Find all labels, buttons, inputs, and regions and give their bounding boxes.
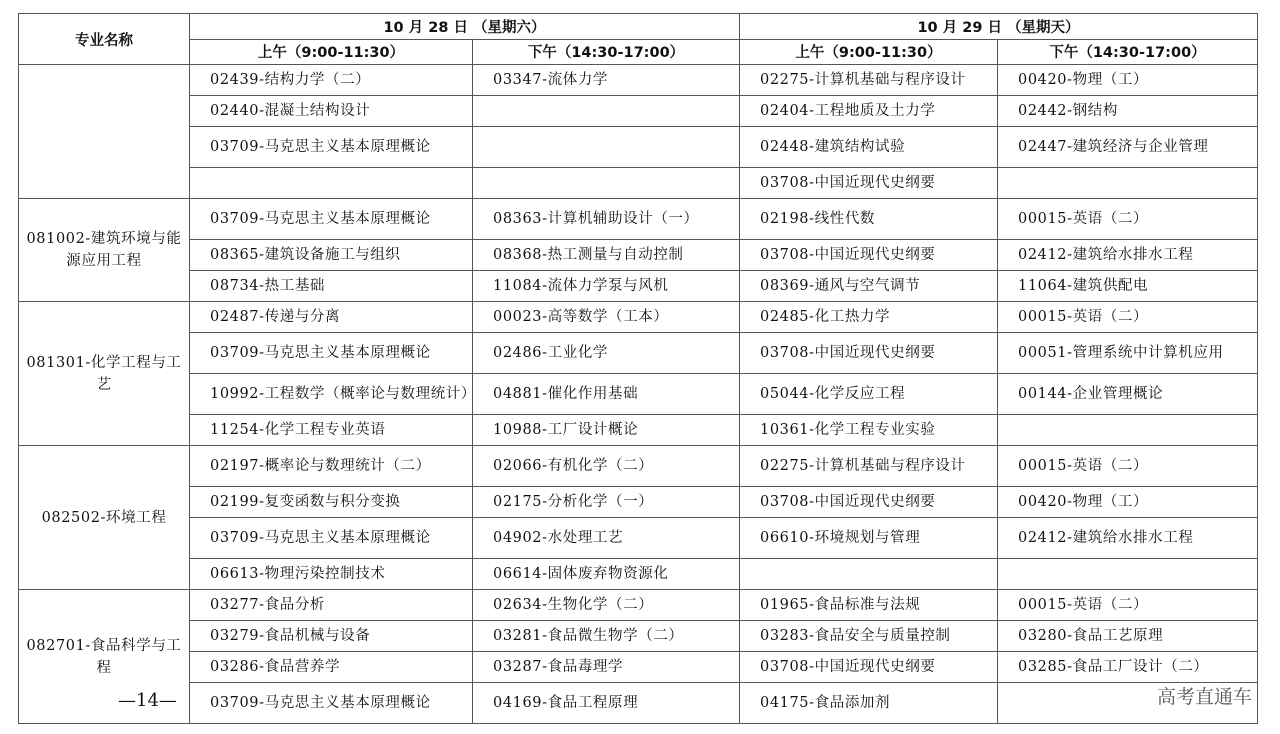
course-cell-day1-pm: 02486-工业化学 bbox=[473, 333, 740, 374]
table-row bbox=[19, 621, 1258, 652]
course-cell-day2-am: 02275-计算机基础与程序设计 bbox=[740, 65, 998, 96]
course-cell-day1-pm: 03281-食品微生物学（二） bbox=[473, 621, 740, 652]
course-cell-day1-pm: 10988-工厂设计概论 bbox=[473, 415, 740, 446]
course-cell-day2-pm: 03285-食品工厂设计（二） bbox=[998, 652, 1258, 683]
day2-am-header: 上午（9:00-11:30） bbox=[740, 39, 998, 65]
course-cell-day2-am: 02404-工程地质及土力学 bbox=[740, 96, 998, 127]
major-name-cell: 082502-环境工程 bbox=[19, 446, 190, 590]
table-row bbox=[19, 302, 1258, 333]
course-cell-day1-am: 03277-食品分析 bbox=[190, 590, 473, 621]
day1-am-header: 上午（9:00-11:30） bbox=[190, 39, 473, 65]
course-cell-day2-am: 03708-中国近现代史纲要 bbox=[740, 240, 998, 271]
course-cell-day1-am bbox=[190, 168, 473, 199]
table-row bbox=[19, 446, 1258, 487]
table-row bbox=[19, 96, 1258, 127]
course-cell-day2-pm: 00144-企业管理概论 bbox=[998, 374, 1258, 415]
course-cell-day1-pm: 02175-分析化学（一） bbox=[473, 487, 740, 518]
course-cell-day2-am: 02198-线性代数 bbox=[740, 199, 998, 240]
course-cell-day1-am: 03709-马克思主义基本原理概论 bbox=[190, 683, 473, 724]
table-row bbox=[19, 271, 1258, 302]
table-row bbox=[19, 374, 1258, 415]
course-cell-day1-pm: 08368-热工测量与自动控制 bbox=[473, 240, 740, 271]
course-cell-day1-pm: 08363-计算机辅助设计（一） bbox=[473, 199, 740, 240]
table-row bbox=[19, 518, 1258, 559]
course-cell-day1-pm bbox=[473, 168, 740, 199]
course-cell-day2-pm: 00015-英语（二） bbox=[998, 302, 1258, 333]
course-cell-day1-am: 02197-概率论与数理统计（二） bbox=[190, 446, 473, 487]
course-cell-day2-am: 03708-中国近现代史纲要 bbox=[740, 333, 998, 374]
course-cell-day2-pm: 03280-食品工艺原理 bbox=[998, 621, 1258, 652]
course-cell-day2-am: 05044-化学反应工程 bbox=[740, 374, 998, 415]
day2-pm-header: 下午（14:30-17:00） bbox=[998, 39, 1258, 65]
course-cell-day1-am: 03286-食品营养学 bbox=[190, 652, 473, 683]
course-cell-day2-am: 08369-通风与空气调节 bbox=[740, 271, 998, 302]
course-cell-day1-pm: 04902-水处理工艺 bbox=[473, 518, 740, 559]
table-row bbox=[19, 168, 1258, 199]
table-row bbox=[19, 415, 1258, 446]
course-cell-day1-pm: 00023-高等数学（工本） bbox=[473, 302, 740, 333]
course-cell-day1-pm: 03347-流体力学 bbox=[473, 65, 740, 96]
table-row bbox=[19, 333, 1258, 374]
major-name-cell: 081301-化学工程与工艺 bbox=[19, 302, 190, 446]
course-cell-day2-pm: 00420-物理（工） bbox=[998, 65, 1258, 96]
course-cell-day1-am: 08734-热工基础 bbox=[190, 271, 473, 302]
course-cell-day2-am: 10361-化学工程专业实验 bbox=[740, 415, 998, 446]
course-cell-day1-am: 03709-马克思主义基本原理概论 bbox=[190, 333, 473, 374]
course-cell-day1-am: 03709-马克思主义基本原理概论 bbox=[190, 199, 473, 240]
course-cell-day2-am: 06610-环境规划与管理 bbox=[740, 518, 998, 559]
course-cell-day1-am: 03709-马克思主义基本原理概论 bbox=[190, 127, 473, 168]
course-cell-day2-am: 03708-中国近现代史纲要 bbox=[740, 652, 998, 683]
course-cell-day1-am: 06613-物理污染控制技术 bbox=[190, 559, 473, 590]
course-cell-day2-am: 03708-中国近现代史纲要 bbox=[740, 168, 998, 199]
course-cell-day2-pm bbox=[998, 168, 1258, 199]
course-cell-day2-pm: 11064-建筑供配电 bbox=[998, 271, 1258, 302]
table-row bbox=[19, 652, 1258, 683]
course-cell-day1-pm: 04881-催化作用基础 bbox=[473, 374, 740, 415]
course-cell-day2-am: 04175-食品添加剂 bbox=[740, 683, 998, 724]
course-cell-day2-pm: 02447-建筑经济与企业管理 bbox=[998, 127, 1258, 168]
table-row bbox=[19, 487, 1258, 518]
course-cell-day1-am: 10992-工程数学（概率论与数理统计） bbox=[190, 374, 473, 415]
major-name-cell bbox=[19, 65, 190, 199]
course-cell-day2-am: 01965-食品标准与法规 bbox=[740, 590, 998, 621]
course-cell-day1-pm: 11084-流体力学泵与风机 bbox=[473, 271, 740, 302]
course-cell-day2-pm: 00015-英语（二） bbox=[998, 446, 1258, 487]
major-column-header: 专业名称 bbox=[19, 14, 190, 65]
table-row bbox=[19, 590, 1258, 621]
course-cell-day2-am: 02275-计算机基础与程序设计 bbox=[740, 446, 998, 487]
course-cell-day1-pm: 02066-有机化学（二） bbox=[473, 446, 740, 487]
course-cell-day2-pm bbox=[998, 415, 1258, 446]
day1-header: 10 月 28 日 （星期六） bbox=[190, 14, 740, 40]
course-cell-day1-am: 11254-化学工程专业英语 bbox=[190, 415, 473, 446]
course-cell-day2-pm bbox=[998, 559, 1258, 590]
course-cell-day1-pm: 04169-食品工程原理 bbox=[473, 683, 740, 724]
course-cell-day1-am: 02199-复变函数与积分变换 bbox=[190, 487, 473, 518]
course-cell-day1-pm: 03287-食品毒理学 bbox=[473, 652, 740, 683]
course-cell-day2-pm: 00015-英语（二） bbox=[998, 199, 1258, 240]
course-cell-day1-am: 03709-马克思主义基本原理概论 bbox=[190, 518, 473, 559]
course-cell-day2-am: 03708-中国近现代史纲要 bbox=[740, 487, 998, 518]
course-cell-day1-am: 03279-食品机械与设备 bbox=[190, 621, 473, 652]
course-cell-day1-am: 08365-建筑设备施工与组织 bbox=[190, 240, 473, 271]
course-cell-day2-am bbox=[740, 559, 998, 590]
watermark: 高考直通车 bbox=[1156, 686, 1252, 708]
table-body bbox=[19, 65, 1258, 724]
page-number: —14— bbox=[118, 690, 177, 711]
course-cell-day2-am: 02485-化工热力学 bbox=[740, 302, 998, 333]
course-cell-day1-pm bbox=[473, 127, 740, 168]
course-cell-day1-am: 02487-传递与分离 bbox=[190, 302, 473, 333]
day2-header: 10 月 29 日 （星期天） bbox=[740, 14, 1258, 40]
table-row bbox=[19, 559, 1258, 590]
course-cell-day2-pm: 02412-建筑给水排水工程 bbox=[998, 240, 1258, 271]
table-row bbox=[19, 127, 1258, 168]
course-cell-day2-pm: 02412-建筑给水排水工程 bbox=[998, 518, 1258, 559]
table-row bbox=[19, 199, 1258, 240]
day1-pm-header: 下午（14:30-17:00） bbox=[473, 39, 740, 65]
course-cell-day1-am: 02440-混凝土结构设计 bbox=[190, 96, 473, 127]
exam-schedule-table bbox=[18, 13, 1258, 724]
table-row bbox=[19, 65, 1258, 96]
course-cell-day2-pm: 00051-管理系统中计算机应用 bbox=[998, 333, 1258, 374]
course-cell-day1-pm: 02634-生物化学（二） bbox=[473, 590, 740, 621]
course-cell-day2-am: 02448-建筑结构试验 bbox=[740, 127, 998, 168]
table-row bbox=[19, 683, 1258, 724]
major-name-cell: 082701-食品科学与工程 bbox=[19, 590, 190, 724]
table-row bbox=[19, 240, 1258, 271]
course-cell-day1-am: 02439-结构力学（二） bbox=[190, 65, 473, 96]
course-cell-day2-pm: 00015-英语（二） bbox=[998, 590, 1258, 621]
major-name-cell: 081002-建筑环境与能源应用工程 bbox=[19, 199, 190, 302]
table-header bbox=[19, 14, 1258, 65]
course-cell-day1-pm bbox=[473, 96, 740, 127]
course-cell-day2-pm: 00420-物理（工） bbox=[998, 487, 1258, 518]
course-cell-day2-pm: 02442-钢结构 bbox=[998, 96, 1258, 127]
course-cell-day2-am: 03283-食品安全与质量控制 bbox=[740, 621, 998, 652]
course-cell-day1-pm: 06614-固体废弃物资源化 bbox=[473, 559, 740, 590]
